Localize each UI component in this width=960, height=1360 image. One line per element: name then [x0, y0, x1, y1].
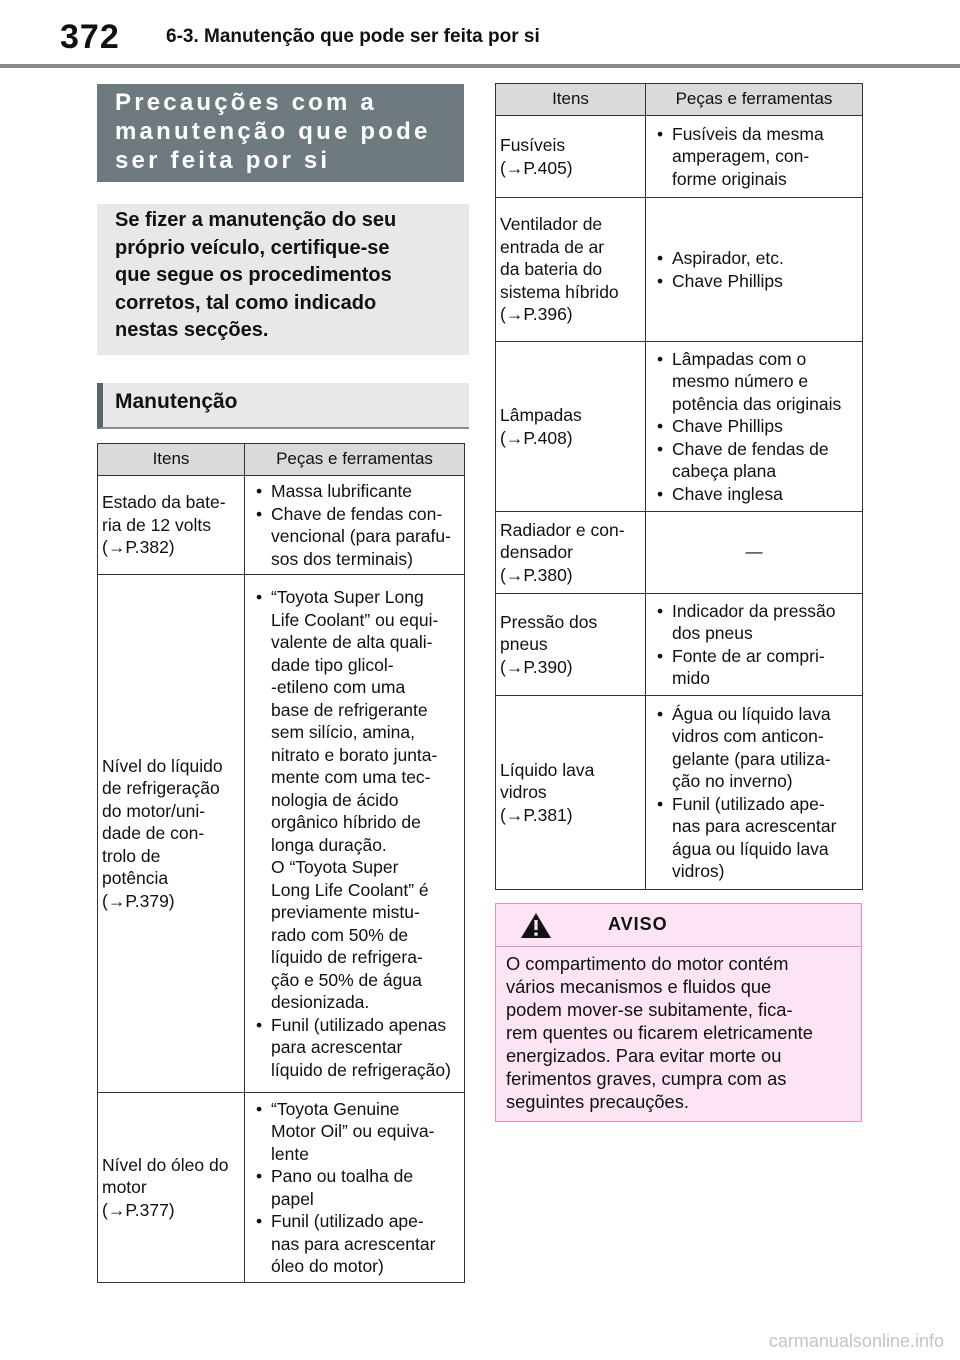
tool-line: nitrato e borato junta-	[271, 744, 438, 765]
tool-line: • Chave inglesa	[672, 483, 783, 504]
item-cell	[496, 116, 646, 198]
watermark: carmanualsonline.info	[768, 1331, 944, 1351]
tool-line: valente de alta quali-	[271, 632, 433, 652]
item-line: Radiador e con-	[500, 519, 625, 540]
item-line: Ventilador de	[500, 214, 603, 235]
tool-line: vidros)	[672, 861, 725, 881]
tool-line: dos pneus	[672, 623, 753, 643]
item-line: ria de 12 volts	[102, 514, 211, 535]
tool-line: • Chave Phillips	[672, 270, 783, 291]
tool-line: Life Coolant” ou equi-	[271, 609, 439, 630]
tool-line: gelante (para utiliza-	[672, 748, 831, 769]
tool-line: nas para acrescentar	[271, 1233, 436, 1254]
tool-line: dade tipo glicol-	[271, 654, 394, 675]
tool-bullet-item	[650, 348, 858, 416]
item-cell	[496, 342, 646, 512]
tool-line: líquido de refrigera-	[271, 947, 423, 967]
tool-line: vidros com anticon-	[672, 726, 824, 746]
tools-list	[650, 247, 858, 292]
tool-bullet-item	[650, 483, 858, 506]
item-line: Nível do líquido	[102, 755, 223, 776]
tool-line: forme originais	[672, 168, 787, 189]
tools-list	[650, 123, 858, 191]
item-line: (→P.408)	[500, 427, 573, 448]
item-line: vidros	[500, 782, 547, 803]
intro-line: que segue os procedimentos	[115, 264, 392, 286]
tool-line: base de refrigerante	[271, 699, 428, 720]
aviso-text-line: rem quentes ou ficarem eletricamente	[506, 1022, 813, 1043]
tool-line: previamente mistu-	[271, 902, 420, 922]
tool-line: óleo do motor)	[271, 1256, 384, 1276]
tool-line: • Massa lubrificante	[271, 481, 413, 501]
tool-bullet-item	[249, 1014, 460, 1082]
tool-line: líquido de refrigeração)	[271, 1059, 451, 1080]
tool-line: rado com 50% de	[271, 924, 409, 945]
tool-line: • Chave de fendas de	[672, 438, 829, 459]
item-line: Nível do óleo do	[102, 1154, 229, 1175]
tool-bullet-item	[249, 503, 460, 571]
tool-bullet-item	[650, 600, 858, 645]
page-header	[0, 0, 960, 70]
tool-bullet-item	[249, 586, 460, 1014]
tool-line: vencional (para parafu-	[271, 526, 451, 546]
column-header-pecas: Peças e ferramentas	[245, 444, 465, 476]
item-line: da bateria do	[500, 259, 603, 280]
tool-line: ção no inverno)	[672, 771, 793, 791]
tool-line: • Chave Phillips	[672, 416, 783, 437]
item-cell	[496, 594, 646, 696]
tool-line: cabeça plana	[672, 461, 777, 482]
item-line: Estado da bate-	[102, 492, 226, 513]
tools-list	[650, 703, 858, 883]
aviso-text-line: O compartimento do motor contém	[506, 953, 789, 974]
tools-cell	[646, 342, 863, 512]
table-row	[496, 696, 863, 890]
table-row	[496, 512, 863, 594]
tools-list	[249, 480, 460, 570]
intro-line: corretos, tal como indicado	[115, 291, 377, 314]
tool-line: • Água ou líquido lava	[672, 703, 831, 724]
tools-cell	[646, 512, 863, 594]
tools-list	[249, 586, 460, 1081]
intro-line: nestas secções.	[115, 319, 269, 341]
item-line: (→P.377)	[102, 1199, 175, 1220]
tools-list	[650, 348, 858, 506]
tools-cell	[646, 116, 863, 198]
item-line: Pressão dos	[500, 611, 598, 632]
tool-line: mente com uma tec-	[271, 767, 431, 787]
aviso-text	[496, 947, 861, 1113]
tool-line: ção e 50% de água	[271, 969, 422, 990]
intro-box	[97, 204, 469, 355]
tool-bullet-item	[650, 703, 858, 793]
item-cell	[496, 512, 646, 594]
tool-line: Motor Oil” ou equiva-	[271, 1121, 435, 1141]
item-line: densador	[500, 542, 573, 563]
tool-line: potência das originais	[672, 393, 842, 414]
item-line: (→P.390)	[500, 656, 573, 677]
tool-line: Long Life Coolant” é	[271, 879, 429, 900]
tool-bullet-item	[650, 270, 858, 293]
tools-list	[650, 600, 858, 690]
tool-line: longa duração.	[271, 834, 387, 855]
item-line: potência	[102, 868, 169, 889]
tool-line: amperagem, con-	[672, 146, 810, 167]
aviso-text-line: ferimentos graves, cumpra com as	[506, 1068, 787, 1089]
tool-line: -etileno com uma	[271, 677, 406, 697]
no-tools-dash: —	[745, 542, 763, 562]
precaucoes-title-line: Precauções com a	[115, 89, 377, 116]
tool-bullet-item	[650, 415, 858, 438]
tool-bullet-item	[249, 1165, 460, 1210]
tool-line: nas para acrescentar	[672, 816, 837, 836]
tool-line: desionizada.	[271, 992, 370, 1012]
tool-bullet-item	[650, 645, 858, 690]
item-line: sistema híbrido	[500, 281, 619, 302]
precaucoes-title-line: ser feita por si	[115, 147, 331, 174]
tool-line: • Chave de fendas con-	[271, 503, 443, 524]
tool-bullet-item	[249, 1210, 460, 1278]
tools-cell	[245, 1093, 465, 1283]
item-line: (→P.380)	[500, 564, 573, 585]
tool-line: • Fusíveis da mesma	[672, 123, 824, 144]
warning-triangle-icon	[520, 912, 552, 939]
item-line: Lâmpadas	[500, 405, 582, 425]
tool-line: • Aspirador, etc.	[672, 248, 784, 268]
column-header-pecas: Peças e ferramentas	[646, 84, 863, 116]
item-line: Fusíveis	[500, 135, 566, 155]
table-row	[98, 575, 465, 1093]
table-row	[98, 1093, 465, 1283]
tool-line: • Fonte de ar compri-	[672, 645, 825, 666]
tool-line: lente	[271, 1143, 309, 1164]
tools-cell	[646, 594, 863, 696]
aviso-title: AVISO	[608, 914, 668, 934]
tool-line: papel	[271, 1188, 314, 1209]
table-row	[496, 594, 863, 696]
tool-line: para acrescentar	[271, 1037, 403, 1057]
item-cell	[496, 198, 646, 342]
tool-bullet-item	[650, 247, 858, 270]
item-line: dade de con-	[102, 823, 205, 844]
tool-line: mesmo número e	[672, 371, 809, 392]
manutencao-heading: Manutenção	[97, 383, 469, 429]
item-cell	[98, 575, 245, 1093]
tool-bullet-item	[249, 480, 460, 503]
item-line: pneus	[500, 634, 548, 655]
aviso-text-line: energizados. Para evitar morte ou	[506, 1045, 782, 1066]
item-line: (→P.405)	[500, 157, 573, 178]
column-header-itens: Itens	[496, 84, 646, 116]
tool-line: sem silício, amina,	[271, 722, 415, 742]
tools-cell	[245, 575, 465, 1093]
tool-line: mido	[672, 668, 710, 688]
tool-bullet-item	[650, 123, 858, 191]
aviso-text-line: podem mover-se subitamente, fica-	[506, 999, 793, 1020]
tools-cell	[646, 696, 863, 890]
tool-bullet-item	[650, 793, 858, 883]
item-line: (→P.396)	[500, 304, 573, 325]
table-row	[496, 342, 863, 512]
tool-line: água ou líquido lava	[672, 838, 829, 859]
table-row	[496, 198, 863, 342]
precaucoes-title-line: manutenção que pode	[115, 118, 431, 145]
aviso-text-line: seguintes precauções.	[506, 1091, 689, 1112]
tool-line: • Indicador da pressão	[672, 600, 836, 621]
item-line: (→P.381)	[500, 804, 573, 825]
tool-line: • Pano ou toalha de	[271, 1166, 414, 1186]
item-line: entrada de ar	[500, 236, 605, 257]
tool-line: • “Toyota Genuine	[271, 1098, 400, 1119]
item-line: motor	[102, 1177, 147, 1198]
table-row	[98, 476, 465, 575]
tool-line: • “Toyota Super Long	[271, 587, 424, 607]
item-line: Líquido lava	[500, 759, 595, 780]
item-line: trolo de	[102, 845, 161, 866]
tool-bullet-item	[650, 438, 858, 483]
item-line: (→P.379)	[102, 890, 175, 911]
aviso-text-line: vários mecanismos e fluidos que	[506, 976, 772, 997]
tools-list	[249, 1098, 460, 1278]
header-divider	[0, 64, 960, 68]
tools-cell	[646, 198, 863, 342]
item-line: do motor/uni-	[102, 800, 206, 821]
page-number: 372	[60, 18, 120, 56]
tool-line: • Funil (utilizado ape-	[672, 793, 825, 814]
item-cell	[98, 476, 245, 575]
table-row	[496, 116, 863, 198]
tool-line: O “Toyota Super	[271, 857, 399, 877]
aviso-header	[496, 904, 861, 947]
intro-line: Se fizer a manutenção do seu	[115, 209, 397, 231]
right-maintenance-table	[495, 83, 863, 890]
section-title: 6-3. Manutenção que pode ser feita por si	[166, 26, 540, 47]
precaucoes-title-box	[97, 84, 464, 182]
tool-line: sos dos terminais)	[271, 548, 413, 569]
tool-line: • Funil (utilizado apenas	[271, 1014, 447, 1035]
item-cell	[98, 1093, 245, 1283]
tool-line: orgânico híbrido de	[271, 812, 421, 832]
item-line: (→P.382)	[102, 537, 175, 558]
column-header-itens: Itens	[98, 444, 245, 476]
tools-cell	[245, 476, 465, 575]
intro-line: próprio veículo, certifique-se	[115, 236, 390, 259]
tool-line: nologia de ácido	[271, 789, 399, 810]
item-line: de refrigeração	[102, 778, 220, 799]
tool-line: • Lâmpadas com o	[672, 348, 807, 369]
tool-line: • Funil (utilizado ape-	[271, 1211, 424, 1231]
aviso-warning-box	[495, 903, 862, 1122]
tool-bullet-item	[249, 1098, 460, 1166]
left-maintenance-table	[97, 443, 465, 1283]
item-cell	[496, 696, 646, 890]
